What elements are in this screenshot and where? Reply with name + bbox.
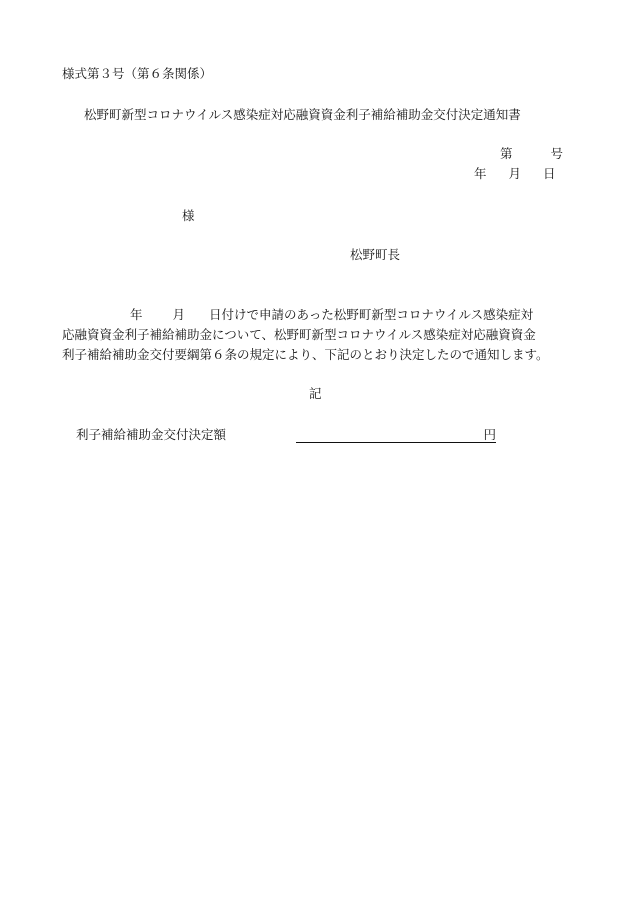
amount-field — [296, 427, 496, 443]
form-number: 様式第３号（第６条関係） — [62, 66, 213, 81]
recipient-honorific: 様 — [182, 208, 195, 223]
document-number-prefix: 第 — [500, 146, 513, 161]
sender-name: 松野町長 — [350, 247, 401, 262]
amount-label: 利子補給補助金交付決定額 — [76, 427, 227, 442]
body-line-1 — [62, 305, 582, 325]
ki-heading: 記 — [309, 386, 322, 401]
amount-unit: 円 — [483, 427, 496, 442]
document-number-suffix: 号 — [550, 146, 564, 161]
body-line-1-text: 日付けで申請のあった松野町新型コロナウイルス感染症対 — [209, 307, 534, 322]
body-year: 年 — [130, 307, 143, 322]
document-title: 松野町新型コロナウイルス感染症対応融資資金利子補給補助金交付決定通知書 — [84, 107, 521, 122]
body-paragraph — [62, 305, 582, 365]
body-line-3: 利子補給補助金交付要綱第６条の規定により、下記のとおり決定したので通知します。 — [62, 347, 549, 362]
body-line-2: 応融資資金利子補給補助金について、松野町新型コロナウイルス感染症対応融資資金 — [62, 327, 536, 342]
date-month: 月 — [508, 166, 522, 181]
document-number — [500, 146, 563, 161]
date-year: 年 — [474, 166, 487, 181]
body-month: 月 — [172, 307, 186, 322]
document-date — [474, 166, 556, 181]
date-day: 日 — [543, 166, 556, 181]
